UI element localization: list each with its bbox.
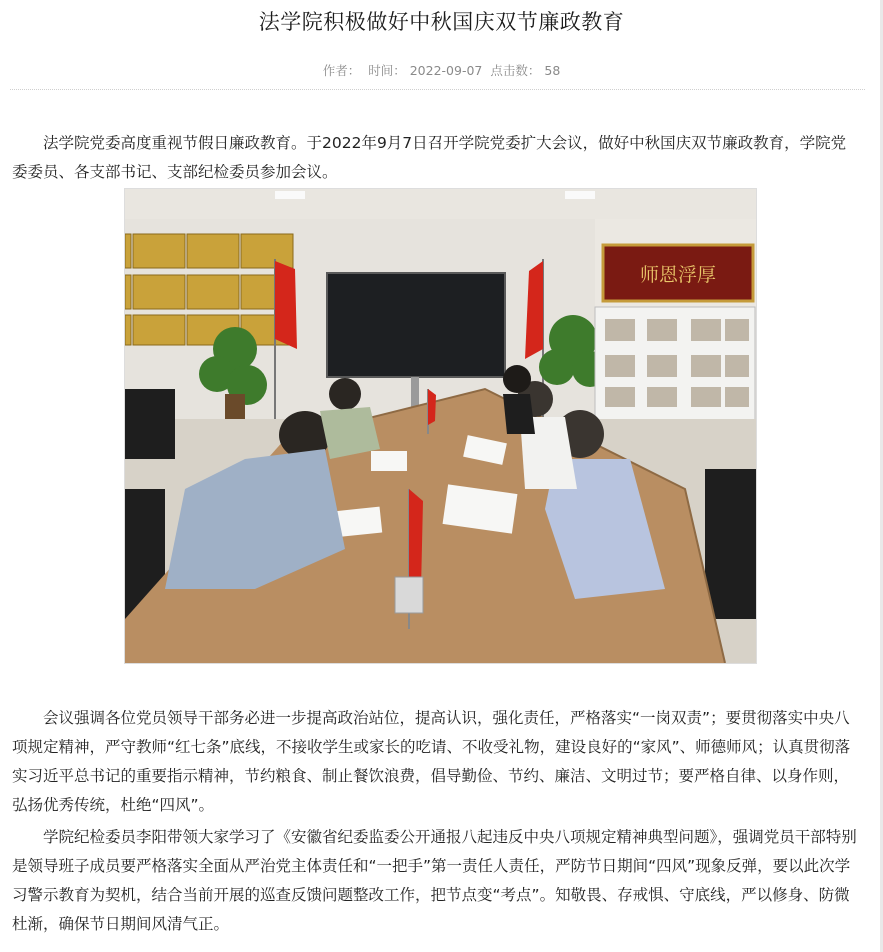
plaque-text: 师恩浮厚 [639,264,717,286]
publish-date: 2022-09-07 [409,63,483,78]
meeting-photo [124,188,757,664]
article-title: 法学院积极做好中秋国庆双节廉政教育 [258,10,625,34]
paragraph-meeting: 会议强调各位党员领导干部务必进一步提高政治站位，提高认识，强化责任，严格落实“一岗双责”；要贯彻落实中央八项规定精神，严守教师“红七条”底线，不接收学生或家长的吃请、不收受礼物，建设良好的“家风”、师德师风；认真贯彻落实习近平总书记的重要指示精神，节约粮食、制止餐饮浪费，倡导勤俭、节约、廉洁、文明过节；要严格自律、以身作则，弘扬优秀传统，杜绝“四风”。 [12,709,851,814]
time-label: 时间： [368,63,406,78]
paragraph-intro: 法学院党委高度重视节假日廉政教育。于2022年9月7日召开学院党委扩大会议，做好中秋国庆双节廉政教育，学院党委委员、各支部书记、支部纪检委员参加会议。 [12,134,847,181]
hit-count: 58 [544,63,561,78]
title-divider [10,89,865,90]
author-label: 作者： [322,63,361,78]
article-meta [0,61,883,79]
paragraph-study: 学院纪检委员李阳带领大家学习了《安徽省纪委监委公开通报八起违反中央八项规定精神典型问题》，强调党员干部特别是领导班子成员要严格落实全面从严治党主体责任和“一把手”第一责任人责任，严防节日期间“四风”现象反弹，要以此次学习警示教育为契机，结合当前开展的巡查反馈问题整改工作，把节点变“考点”。知敬畏、存戒惧、守底线，严以修身、防微杜渐，确保节日期间风清气正。 [12,828,857,933]
hits-label: 点击数： [490,63,541,78]
